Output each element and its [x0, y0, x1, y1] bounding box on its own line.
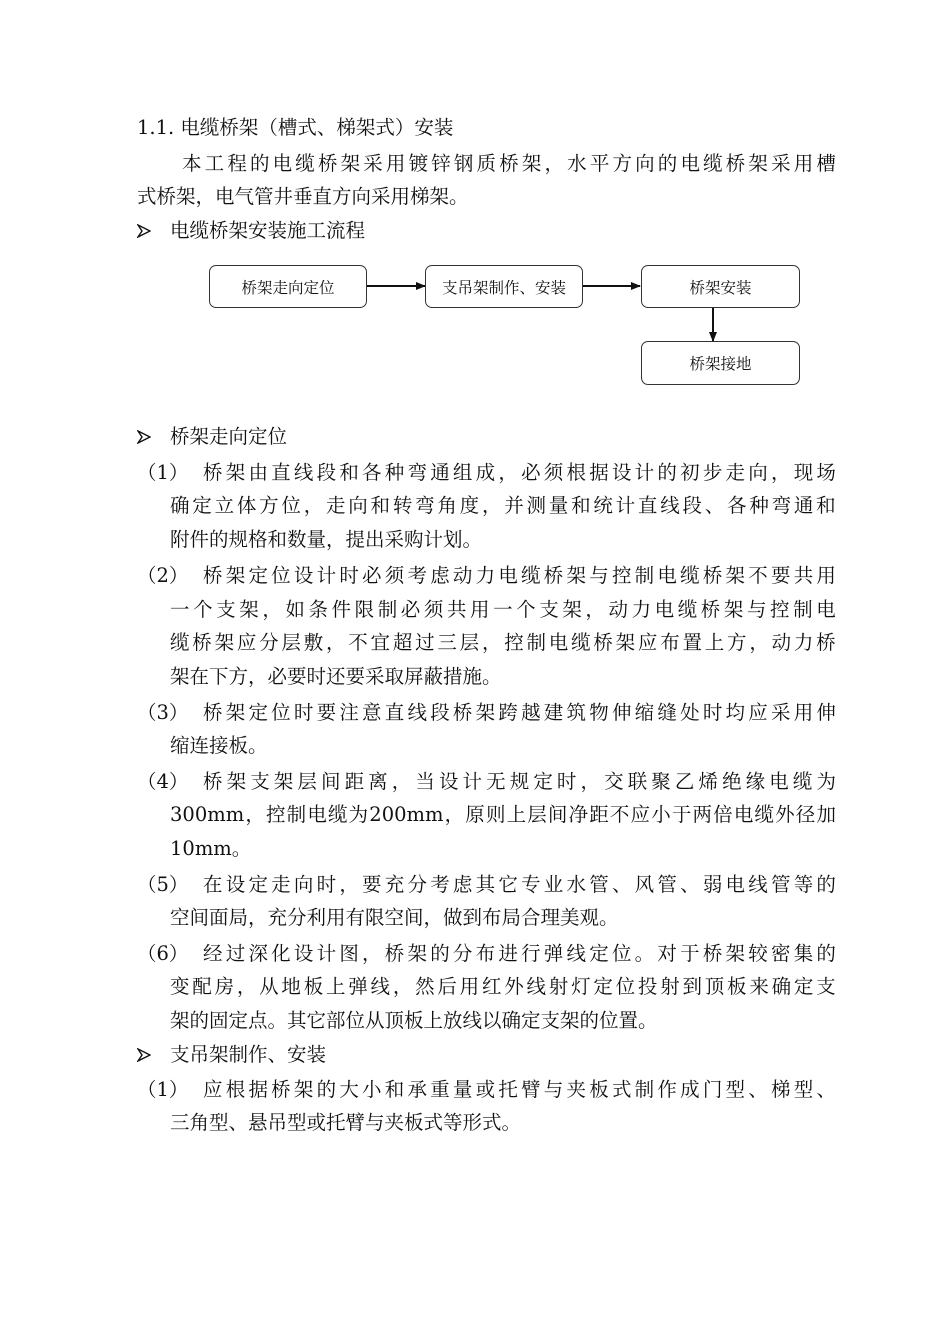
- item-line: 10mm。: [170, 837, 252, 860]
- flow-section-title: [0, 216, 950, 246]
- item-line: 一 个 支 架 ， 如 条 件 限 制 必 须 共 用 一 个 支 架 ， 动 力 电 缆 桥 架 与 控 制 电: [170, 598, 836, 621]
- list-item-continuation: [0, 525, 950, 555]
- item-line: 桥 架 定 位 设 计 时 必 须 考 虑 动 力 电 缆 桥 架 与 控 制 电 缆 桥 架 不 要 共 用: [203, 564, 836, 587]
- item-number: （5）: [137, 873, 189, 896]
- list-item: [0, 767, 950, 797]
- list-item-continuation: [0, 972, 950, 1002]
- item-line: 三角型、悬吊型或托臂与夹板式等形式。: [170, 1111, 522, 1134]
- item-number: （3）: [137, 701, 189, 724]
- section-heading: [0, 113, 950, 143]
- item-number: （6）: [137, 942, 189, 965]
- flow-step-3: 桥架安装: [641, 265, 800, 308]
- list-item-continuation: [0, 903, 950, 933]
- list-item-continuation: [0, 662, 950, 692]
- list-item-continuation: [0, 1108, 950, 1138]
- item-line: 桥 架 定 位 时 要 注 意 直 线 段 桥 架 跨 越 建 筑 物 伸 缩 缝 处 时 均 应 采 用 伸: [203, 701, 836, 724]
- item-number: （4）: [137, 770, 189, 793]
- list-item: [0, 939, 950, 969]
- item-line: 经 过 深 化 设 计 图 ， 桥 架 的 分 布 进 行 弹 线 定 位 。 对 于 桥 架 较 密 集 的: [203, 942, 836, 965]
- list-item-continuation: [0, 731, 950, 761]
- positioning-section-title: [0, 422, 950, 452]
- list-item-continuation: [0, 491, 950, 521]
- item-line: 在 设 定 走 向 时 ， 要 充 分 考 虑 其 它 专 业 水 管 、 风 管 、 弱 电 线 管 等 的: [203, 873, 836, 896]
- list-item: [0, 870, 950, 900]
- item-line: 应 根 据 桥 架 的 大 小 和 承 重 量 或 托 臂 与 夹 板 式 制 作 成 门 型 、 梯 型 、: [203, 1078, 836, 1101]
- item-line: 架在下方，必要时还要采取屏蔽措施。: [170, 665, 502, 688]
- flow-step-1: 桥架走向定位: [209, 265, 367, 308]
- item-line: 缆 桥 架 应 分 层 敷 ， 不 宜 超 过 三 层 ， 控 制 电 缆 桥 架 应 布 置 上 方 ， 动 力 桥: [170, 631, 836, 654]
- item-line: 附件的规格和数量，提出采购计划。: [170, 528, 483, 551]
- list-item-continuation: [0, 834, 950, 864]
- item-number: （1）: [137, 461, 189, 484]
- list-item-continuation: [0, 1006, 950, 1036]
- list-item-continuation: [0, 595, 950, 625]
- item-line: 空间面局，充分利用有限空间，做到布局合理美观。: [170, 906, 619, 929]
- arrowhead-bullet-icon: [137, 1048, 151, 1062]
- support-section-title: [0, 1040, 950, 1070]
- list-item-continuation: [0, 800, 950, 830]
- list-item: [0, 561, 950, 591]
- list-item: [0, 698, 950, 728]
- item-number: （1）: [137, 1078, 189, 1101]
- list-item-continuation: [0, 628, 950, 658]
- item-line: 变 配 房 ， 从 地 板 上 弹 线 ， 然 后 用 红 外 线 射 灯 定 位 投 射 到 顶 板 来 确 定 支: [170, 975, 836, 998]
- flow-step-2: 支吊架制作、安装: [425, 265, 583, 308]
- intro-text-2: 式桥架，电气管井垂直方向采用梯架。: [137, 185, 469, 208]
- item-line: 桥 架 支 架 层 间 距 离 ， 当 设 计 无 规 定 时 ， 交 联 聚 乙 烯 绝 缘 电 缆 为: [203, 770, 836, 793]
- heading-text: 1.1. 电缆桥架（槽式、梯架式）安装: [137, 116, 454, 139]
- item-line: 桥 架 由 直 线 段 和 各 种 弯 通 组 成 ， 必 须 根 据 设 计 的 初 步 走 向 ， 现 场: [203, 461, 836, 484]
- intro-text-1: 本 工 程 的 电 缆 桥 架 采 用 镀 锌 钢 质 桥 架 ， 水 平 方 向 的 电 缆 桥 架 采 用 槽: [182, 152, 836, 175]
- intro-line-1: [0, 149, 950, 179]
- arrowhead-bullet-icon: [137, 224, 151, 238]
- item-line: 架的固定点。其它部位从顶板上放线以确定支架的位置。: [170, 1009, 658, 1032]
- support-title-text: 支吊架制作、安装: [170, 1043, 327, 1066]
- item-line: 300mm ， 控 制 电 缆 为 200mm ， 原 则 上 层 间 净 距 不 应 小 于 两 倍 电 缆 外 径 加: [170, 803, 836, 826]
- item-number: （2）: [137, 564, 189, 587]
- list-item: [0, 458, 950, 488]
- positioning-title-text: 桥架走向定位: [170, 425, 288, 448]
- intro-line-2: [0, 182, 950, 212]
- arrowhead-bullet-icon: [137, 430, 151, 444]
- flow-title-text: 电缆桥架安装施工流程: [170, 219, 366, 242]
- item-line: 缩连接板。: [170, 734, 268, 757]
- list-item: [0, 1075, 950, 1105]
- flow-step-4: 桥架接地: [641, 341, 800, 385]
- item-line: 确 定 立 体 方 位 ， 走 向 和 转 弯 角 度 ， 并 测 量 和 统 计 直 线 段 、 各 种 弯 通 和: [170, 494, 836, 517]
